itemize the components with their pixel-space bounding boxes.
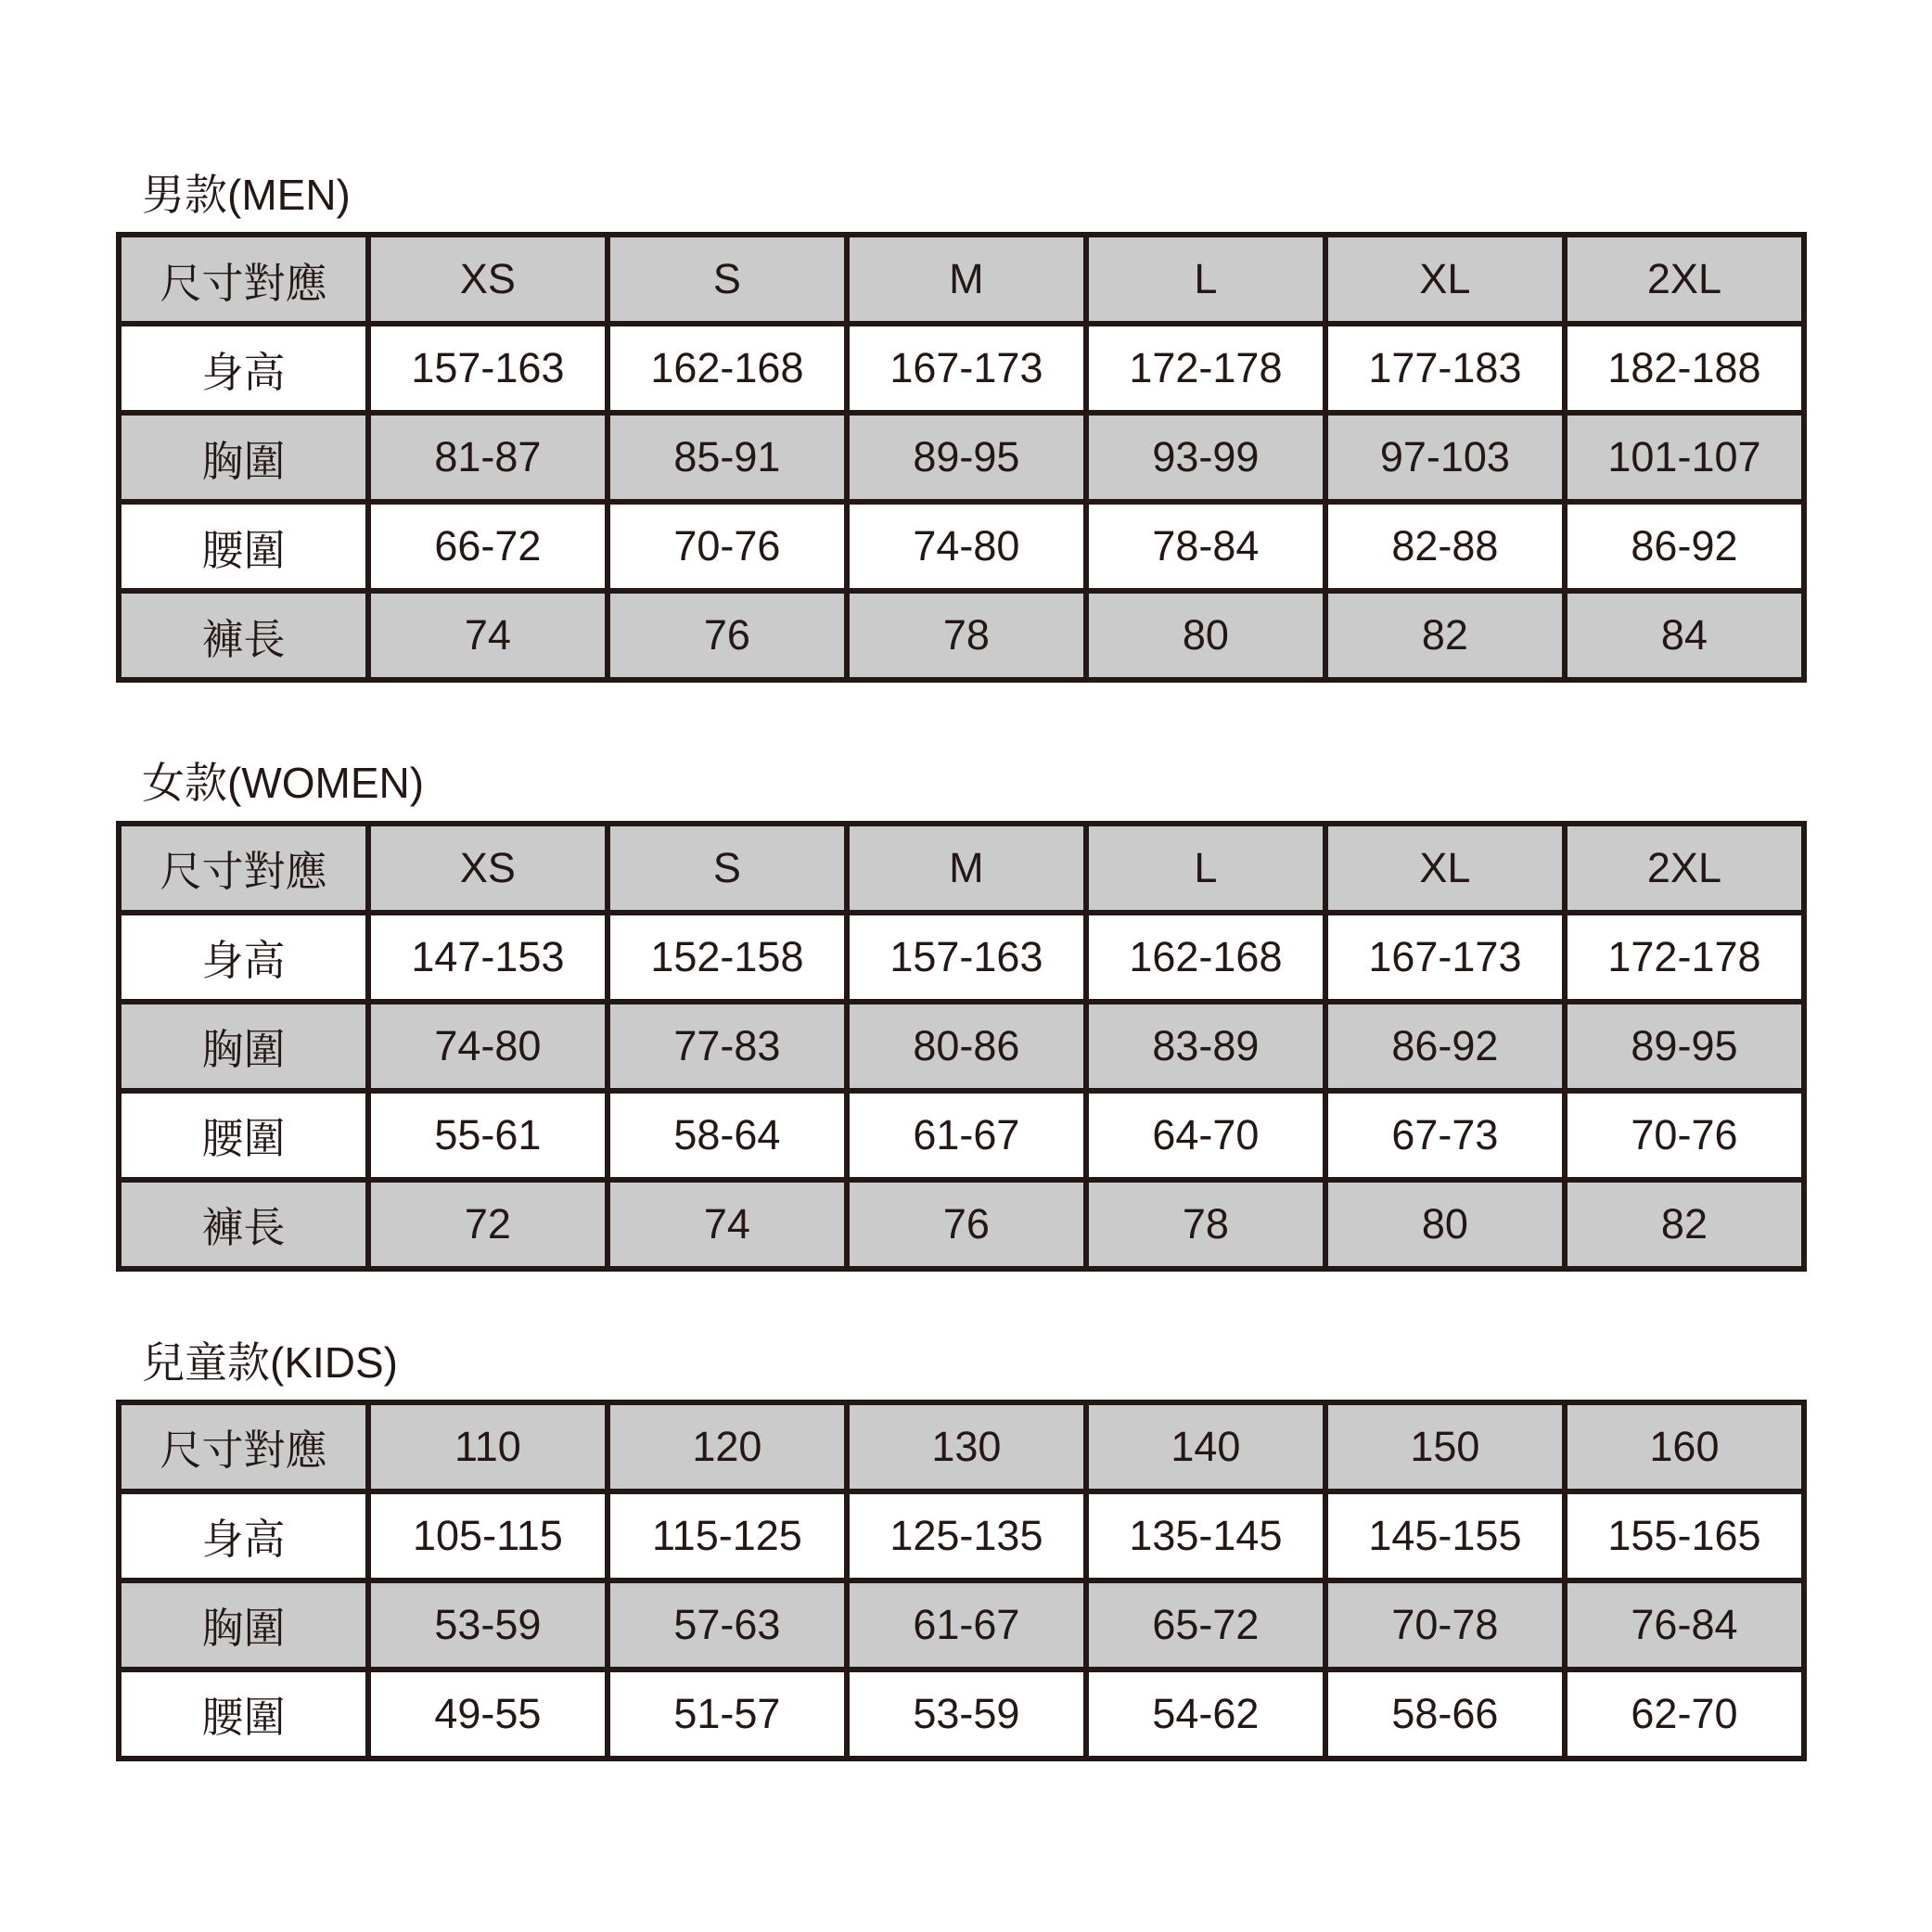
- value-cell: 80-86: [847, 1002, 1086, 1091]
- header-row: [119, 1402, 1804, 1491]
- value-cell: 74-80: [847, 502, 1086, 591]
- size-table-women: [116, 821, 1807, 1272]
- table-row: [119, 1091, 1804, 1180]
- value-cell: 89-95: [1565, 1002, 1804, 1091]
- value-cell: 62-70: [1565, 1670, 1804, 1759]
- value-cell: 162-168: [1086, 913, 1325, 1002]
- value-cell: 93-99: [1086, 413, 1325, 502]
- size-header-cell: 110: [368, 1402, 608, 1491]
- value-cell: 54-62: [1086, 1670, 1325, 1759]
- value-cell: 167-173: [1325, 913, 1565, 1002]
- size-header-cell: M: [847, 824, 1086, 913]
- row-label-cell: 褲長: [119, 1180, 368, 1269]
- row-label-cell: 身高: [119, 324, 368, 413]
- size-table-men: [116, 232, 1807, 683]
- value-cell: 101-107: [1565, 413, 1804, 502]
- size-header-cell: 140: [1086, 1402, 1325, 1491]
- size-header-cell: L: [1086, 824, 1325, 913]
- value-cell: 82-88: [1325, 502, 1565, 591]
- value-cell: 64-70: [1086, 1091, 1325, 1180]
- value-cell: 82: [1565, 1180, 1804, 1269]
- size-header-cell: XS: [368, 824, 608, 913]
- value-cell: 135-145: [1086, 1491, 1325, 1580]
- size-header-cell: S: [608, 235, 847, 324]
- table-row: [119, 913, 1804, 1002]
- row-label-cell: 褲長: [119, 591, 368, 680]
- header-row: [119, 824, 1804, 913]
- table-row: [119, 1002, 1804, 1091]
- value-cell: 74-80: [368, 1002, 608, 1091]
- value-cell: 58-64: [608, 1091, 847, 1180]
- value-cell: 167-173: [847, 324, 1086, 413]
- value-cell: 66-72: [368, 502, 608, 591]
- corner-header-cell: 尺寸對應: [119, 235, 368, 324]
- size-header-cell: XL: [1325, 824, 1565, 913]
- value-cell: 155-165: [1565, 1491, 1804, 1580]
- value-cell: 53-59: [368, 1580, 608, 1670]
- value-cell: 76-84: [1565, 1580, 1804, 1670]
- size-header-cell: 120: [608, 1402, 847, 1491]
- value-cell: 77-83: [608, 1002, 847, 1091]
- size-header-cell: 2XL: [1565, 824, 1804, 913]
- value-cell: 85-91: [608, 413, 847, 502]
- size-header-cell: 130: [847, 1402, 1086, 1491]
- table-row: [119, 324, 1804, 413]
- value-cell: 145-155: [1325, 1491, 1565, 1580]
- corner-header-cell: 尺寸對應: [119, 824, 368, 913]
- table-row: [119, 1670, 1804, 1759]
- table-row: [119, 1580, 1804, 1670]
- value-cell: 65-72: [1086, 1580, 1325, 1670]
- value-cell: 78-84: [1086, 502, 1325, 591]
- row-label-cell: 胸圍: [119, 1002, 368, 1091]
- size-header-cell: XL: [1325, 235, 1565, 324]
- row-label-cell: 身高: [119, 913, 368, 1002]
- value-cell: 105-115: [368, 1491, 608, 1580]
- value-cell: 147-153: [368, 913, 608, 1002]
- value-cell: 70-76: [1565, 1091, 1804, 1180]
- value-cell: 78: [847, 591, 1086, 680]
- table-title-women: 女款(WOMEN): [142, 759, 425, 808]
- value-cell: 115-125: [608, 1491, 847, 1580]
- value-cell: 80: [1325, 1180, 1565, 1269]
- size-header-cell: 2XL: [1565, 235, 1804, 324]
- value-cell: 86-92: [1325, 1002, 1565, 1091]
- size-header-cell: M: [847, 235, 1086, 324]
- row-label-cell: 胸圍: [119, 1580, 368, 1670]
- value-cell: 81-87: [368, 413, 608, 502]
- row-label-cell: 腰圍: [119, 1091, 368, 1180]
- section-kids: [116, 1337, 1807, 1761]
- row-label-cell: 腰圍: [119, 502, 368, 591]
- table-row: [119, 1491, 1804, 1580]
- section-men: [116, 173, 1807, 683]
- value-cell: 157-163: [368, 324, 608, 413]
- value-cell: 57-63: [608, 1580, 847, 1670]
- size-header-cell: XS: [368, 235, 608, 324]
- value-cell: 49-55: [368, 1670, 608, 1759]
- corner-header-cell: 尺寸對應: [119, 1402, 368, 1491]
- header-row: [119, 235, 1804, 324]
- value-cell: 72: [368, 1180, 608, 1269]
- size-header-cell: L: [1086, 235, 1325, 324]
- value-cell: 125-135: [847, 1491, 1086, 1580]
- value-cell: 84: [1565, 591, 1804, 680]
- value-cell: 74: [608, 1180, 847, 1269]
- value-cell: 97-103: [1325, 413, 1565, 502]
- value-cell: 74: [368, 591, 608, 680]
- value-cell: 80: [1086, 591, 1325, 680]
- row-label-cell: 腰圍: [119, 1670, 368, 1759]
- section-women: [116, 761, 1807, 1271]
- value-cell: 61-67: [847, 1091, 1086, 1180]
- value-cell: 162-168: [608, 324, 847, 413]
- row-label-cell: 胸圍: [119, 413, 368, 502]
- table-row: [119, 591, 1804, 680]
- value-cell: 70-76: [608, 502, 847, 591]
- value-cell: 83-89: [1086, 1002, 1325, 1091]
- value-cell: 53-59: [847, 1670, 1086, 1759]
- table-title-men: 男款(MEN): [142, 171, 351, 219]
- value-cell: 182-188: [1565, 324, 1804, 413]
- value-cell: 78: [1086, 1180, 1325, 1269]
- value-cell: 58-66: [1325, 1670, 1565, 1759]
- value-cell: 70-78: [1325, 1580, 1565, 1670]
- value-cell: 76: [847, 1180, 1086, 1269]
- table-row: [119, 413, 1804, 502]
- size-header-cell: 150: [1325, 1402, 1565, 1491]
- value-cell: 55-61: [368, 1091, 608, 1180]
- size-header-cell: S: [608, 824, 847, 913]
- row-label-cell: 身高: [119, 1491, 368, 1580]
- size-table-kids: [116, 1400, 1807, 1761]
- value-cell: 172-178: [1565, 913, 1804, 1002]
- value-cell: 67-73: [1325, 1091, 1565, 1180]
- value-cell: 177-183: [1325, 324, 1565, 413]
- value-cell: 76: [608, 591, 847, 680]
- table-title-kids: 兒童款(KIDS): [142, 1337, 398, 1387]
- value-cell: 51-57: [608, 1670, 847, 1759]
- table-row: [119, 502, 1804, 591]
- value-cell: 61-67: [847, 1580, 1086, 1670]
- value-cell: 86-92: [1565, 502, 1804, 591]
- value-cell: 89-95: [847, 413, 1086, 502]
- table-row: [119, 1180, 1804, 1269]
- size-header-cell: 160: [1565, 1402, 1804, 1491]
- value-cell: 172-178: [1086, 324, 1325, 413]
- value-cell: 82: [1325, 591, 1565, 680]
- value-cell: 152-158: [608, 913, 847, 1002]
- value-cell: 157-163: [847, 913, 1086, 1002]
